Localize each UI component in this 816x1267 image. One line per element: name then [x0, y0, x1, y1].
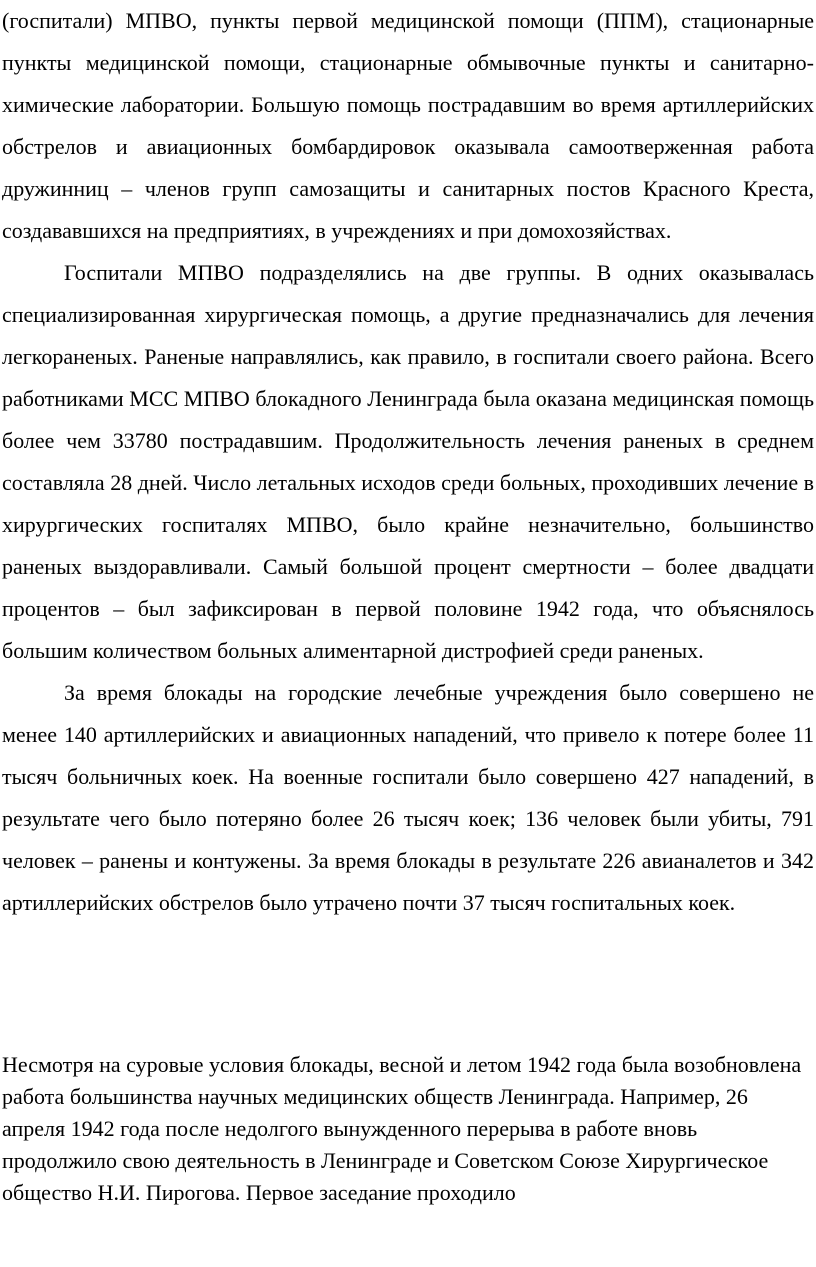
paragraph-attacks-on-hospitals: За время блокады на городские лечебные учреждения было совершено не менее 140 артиллерийских и авиационных нападений, что привело к потере более 11 тысяч больничных коек. На военные госпитали было совершено 427 нападений, в результате чего было потеряно более 26 тысяч коек; 136 человек были убиты, 791 человек – ранены и контужены. За время блокады в результате 226 авианалетов и 342 артиллерийских обстрелов было утрачено почти 37 тысяч госпитальных коек.: [2, 680, 814, 915]
paragraph-mpvo-hospitals: Госпитали МПВО подразделялись на две группы. В одних оказывалась специализированная хирургическая помощь, а другие предназначались для лечения легкораненых. Раненые направлялись, как правило, в госпитали своего района. Всего работниками МСС МПВО блокадного Ленинграда была оказана медицинская помощь более чем 33780 пострадавшим. Продолжительность лечения раненых в среднем составляла 28 дней. Число летальных исходов среди больных, проходивших лечение в хирургических госпиталях МПВО, было крайне незначительно, большинство раненых выздоравливали. Самый большой процент смертности – более двадцати процентов – был зафиксирован в первой половине 1942 года, что объяснялось большим количеством больных алиментарной дистрофией среди раненых.: [2, 260, 814, 663]
paragraph-medical-societies: Несмотря на суровые условия блокады, весной и летом 1942 года была возобновлена работа большинства научных медицинских обществ Ленинграда. Например, 26 апреля 1942 года после недолгого вынужденного перерыва в работе вновь продолжило свою деятельность в Ленинграде и Советском Союзе Хирургическое общество Н.И. Пирогова. Первое заседание проходило: [2, 1052, 802, 1205]
document-body: [2, 0, 814, 924]
paragraph-mpvo-services: (госпитали) МПВО, пункты первой медицинской помощи (ППМ), стационарные пункты медицинской помощи, стационарные обмывочные пункты и санитарно-химические лаборатории. Большую помощь пострадавшим во время артиллерийских обстрелов и авиационных бомбардировок оказывала самоотверженная работа дружинниц – членов групп самозащиты и санитарных постов Красного Креста, создававшихся на предприятиях, в учреждениях и при домохозяйствах.: [2, 8, 814, 243]
document-body-continued: [2, 1049, 814, 1209]
